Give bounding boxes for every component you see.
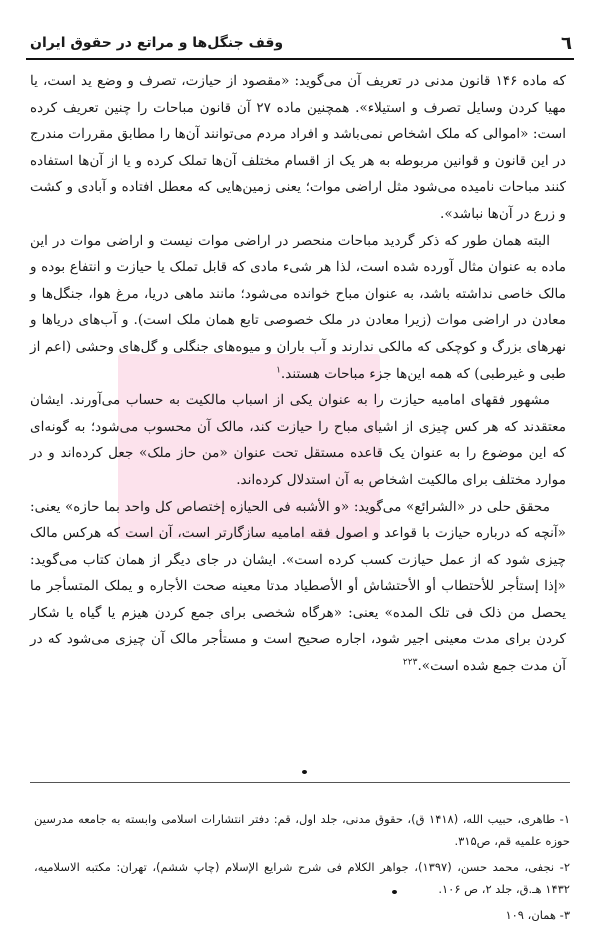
footnote-2: ۲- نجفی، محمد حسن، (۱۳۹۷)، جواهر الکلام فی شرح شرایع الإسلام (چاپ ششم)، تهران: مکتبه الاسلامیه، ۱۴۳۲ هـ.ق، جلد ۲، ص ۱۰۶. — [34, 860, 570, 896]
footnote-divider — [30, 782, 570, 783]
page-header — [30, 30, 572, 56]
header-divider — [26, 58, 574, 60]
body-text — [30, 68, 566, 680]
paragraph-4: محقق حلی در «الشرائع» می‌گوید: «و الأشبه فی الحیازه إختصاص کل واحد بما حازه» یعنی: «آنچه که درباره حیازت با قواعد و اصول فقه امامیه سازگارتر است، آن است که هرکس مالک چیزی شود که از عمل حیازت کسب کرده است». ایشان در جای دیگر از همان کتاب می‌گوید: «إذا إستأجر للأحتطاب أو الأحتشاش أو الأصطیاد مدتا معینه صحت الأجاره و یملک المتسأجر ما یحصل من ذلک فی تلک المده» یعنی: «هرگاه شخصی برای جمع کردن هیزم یا گیاه یا شکار کردن برای مدت معینی اجیر شود، اجاره صحیح است و مستأجر مالک آن چیزی می‌شود که در آن مدت جمع شده است».$^{۲۲۳}$ — [30, 498, 566, 675]
page-number: ٦ — [561, 32, 572, 54]
footnote-mark-2: ۲ — [402, 657, 408, 668]
paragraph-1: که ماده ۱۴۶ قانون مدنی در تعریف آن می‌گوید: «مقصود از حیازت، تصرف و وضع ید است، یا مهیا کردن وسایل تصرف و استیلاء». همچنین ماده ۲۷ آن قانون مباحات را چنین تعریف کرده است: «اموالی که ملک اشخاص نمی‌باشد و افراد مردم می‌توانند آن‌ها را مطابق مقررات مندرج در این قانون و قوانین مربوطه به هر یک از اقسام مختلف آن‌ها تملک کرده و یا از آن‌ها استفاده کنند مباحات نامیده می‌شود مثل اراضی موات؛ یعنی زمین‌هایی که معطل افتاده و آبادی و کشت و زرع در آن‌ها نباشد». — [30, 73, 566, 222]
footnote-3: ۳- همان، ۱۰۹ — [505, 908, 570, 922]
footnote-1: ۱- طاهری، حبیب الله، (۱۴۱۸ ق)، حقوق مدنی، جلد اول، قم: دفتر انتشارات اسلامی وابسته به جامعه مدرسین حوزه علمیه قم، ص۳۱۵. — [34, 812, 570, 848]
footnote-mark-2b: ۲ — [407, 657, 413, 668]
footnotes — [34, 808, 570, 930]
ink-dot-bottom — [392, 890, 397, 894]
paragraph-2: البته همان طور که ذکر گردید مباحات منحصر در اراضی موات نیست و اراضی موات در این ماده به عنوان مثال آورده شده است، لذا هر شیء مادی که قابل تملک یا حیازت و انتفاع بوده و مالک خاصی نداشته باشد، به عنوان مباح خوانده می‌شود؛ مانند ماهی دریا، مرغ هوا، جنگل‌ها و معادن در اراضی موات (زیرا معادن در ملک خصوصی تابع همان ملک است). و آب‌های دریاها و نهرهای بزرگ و کوچکی که مالکی ندارند و آب باران و میوه‌های جنگلی و گل‌های وحشی (اعم از طبی و غیرطبی) که همه این‌ها جزء مباحات هستند.$^۱$ — [30, 232, 566, 382]
paragraph-3: مشهور فقهای امامیه حیازت را به عنوان یکی از اسباب مالکیت به حساب می‌آورند. ایشان معتقدند که هر کس چیزی از اشیای مباح را حیازت کند، مالک آن محسوب می‌شود؛ به گونه‌ای که این موضوع را به عنوان یک قاعده مستقل تحت عنوان «من حاز ملک» جعل کرده‌اند و در موارد مختلف برای مالکیت اشخاص به آن استدلال کرده‌اند. — [30, 392, 566, 488]
ink-dot — [302, 770, 307, 774]
footnote-mark-1: ۱ — [276, 365, 281, 375]
running-title: وقف جنگل‌ها و مراتع در حقوق ایران — [30, 35, 284, 51]
footnote-mark-3: ۳ — [412, 657, 418, 668]
